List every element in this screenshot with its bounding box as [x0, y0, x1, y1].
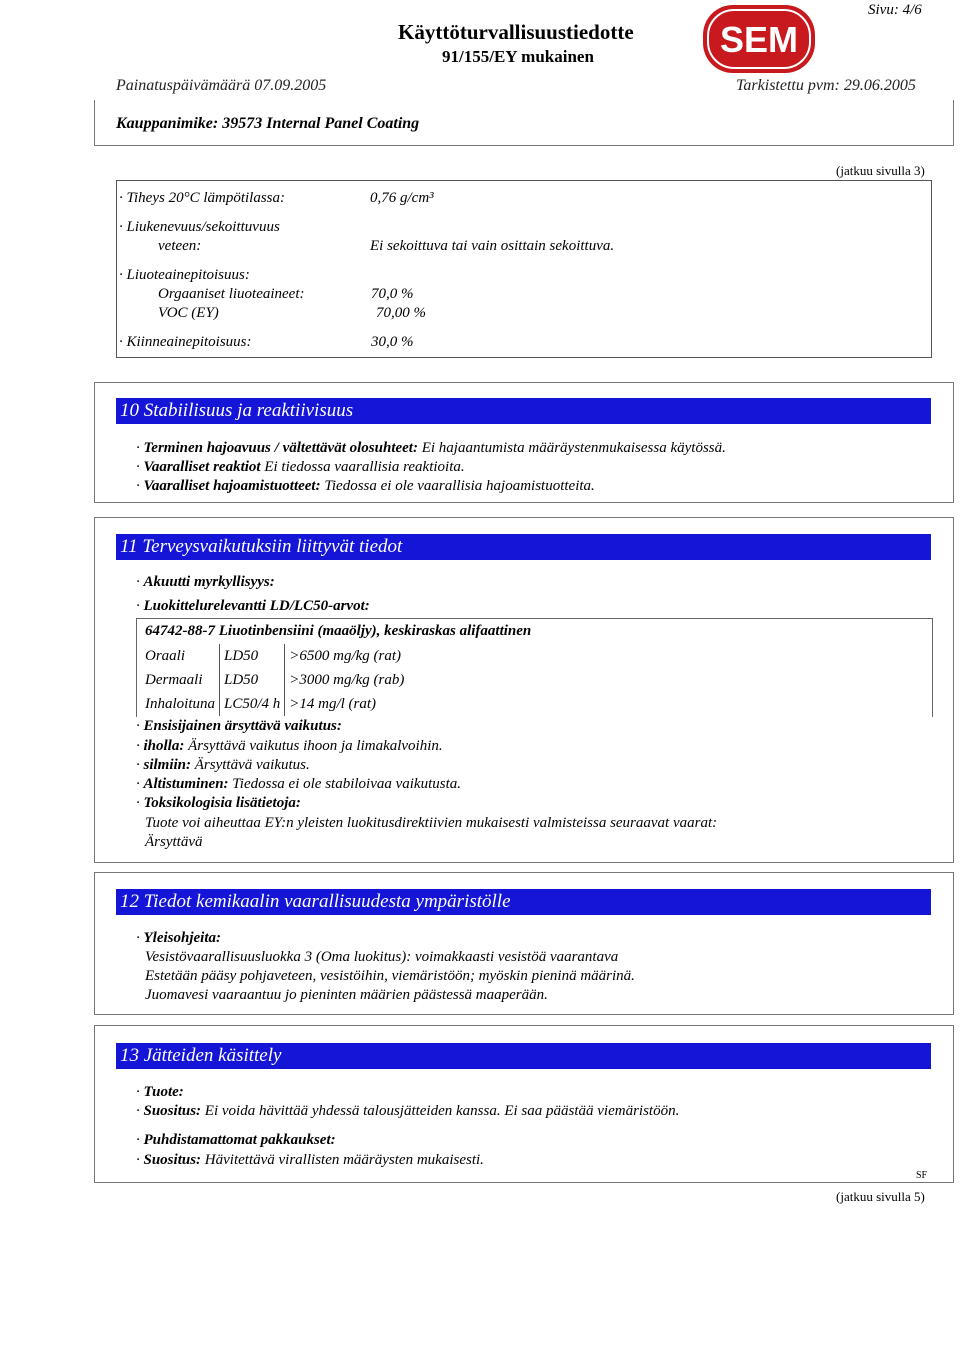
density-label: · Tiheys 20°C lämpötilassa: [119, 190, 286, 206]
type-cell: LD50 [220, 668, 285, 692]
solids-value: 30,0 % [371, 334, 414, 350]
organic-label: Orgaaniset liuoteaineet: [158, 286, 305, 302]
thermal-value: Ei hajaantumista määräystenmukaisessa käytössä. [421, 440, 726, 456]
general-line: · Yleisohjeita: [136, 930, 221, 946]
table-row [141, 644, 408, 668]
eye-value: Ärsyttävä vaikutus. [194, 757, 310, 773]
toxicity-table-box [136, 618, 933, 717]
section-11-heading: 11 Terveysvaikutuksiin liittyvät tiedot [116, 534, 931, 560]
value-cell: >6500 mg/kg (rat) [289, 647, 402, 664]
route-cell: Dermaali [141, 668, 220, 692]
primary-label: Ensisijainen ärsyttävä vaikutus: [143, 718, 342, 734]
continued-to: (jatkuu sivulla 5) [836, 1189, 925, 1204]
reactions-label: Vaaralliset reaktiot [143, 459, 261, 475]
value-cell: >3000 mg/kg (rab) [289, 671, 405, 688]
substance-name: 64742-88-7 Liuotinbensiini (maaöljy), keskiraskas alifaattinen [145, 623, 532, 639]
rec1-label: Suositus: [143, 1103, 202, 1119]
decomposition-line: · Vaaralliset hajoamistuotteet: Tiedossa ei ole vaarallisia hajoamistuotteita. [136, 478, 595, 494]
eye-line: · silmiin: Ärsyttävä vaikutus. [136, 757, 310, 773]
acute-label: Akuutti myrkyllisyys: [143, 574, 275, 590]
skin-label: iholla: [143, 738, 185, 754]
packaging-label: Puhdistamattomat pakkaukset: [143, 1132, 336, 1148]
thermal-label: Terminen hajoavuus / vältettävät olosuhteet: [143, 440, 418, 456]
tox-line: · Toksikologisia lisätietoja: [136, 795, 301, 811]
thermal-line: · Terminen hajoavuus / vältettävät olosuhteet: Ei hajaantumista määräystenmukaisessa käytössä. [136, 440, 726, 456]
rec1-line: · Suositus: Ei voida hävittää yhdessä talousjätteiden kanssa. Ei saa päästää viemäristöön. [136, 1103, 680, 1119]
exposure-value: Tiedossa ei ole stabiloivaa vaikutusta. [232, 776, 462, 792]
section-10-heading: 10 Stabiilisuus ja reaktiivisuus [116, 398, 931, 424]
table-row [141, 692, 408, 716]
product-label: Tuote: [143, 1084, 184, 1100]
value-cell: >14 mg/l (rat) [289, 695, 377, 712]
checked-date: Tarkistettu pvm: 29.06.2005 [736, 77, 916, 94]
footer-code: SF [916, 1170, 928, 1181]
tox-text-1: Tuote voi aiheuttaa EY:n yleisten luokitusdirektiivien mukaisesti valmisteissa seuraavat vaarat: [145, 815, 718, 831]
section-9-box [116, 180, 932, 358]
eye-label: silmiin: [143, 757, 192, 773]
exposure-line: · Altistuminen: Tiedossa ei ole stabiloivaa vaikutusta. [136, 776, 462, 792]
skin-value: Ärsyttävä vaikutus ihoon ja limakalvoihin. [188, 738, 443, 754]
ld-label: Luokittelurelevantti LD/LC50-arvot: [143, 598, 370, 614]
section-13-heading: 13 Jätteiden käsittely [116, 1043, 931, 1069]
solubility-label-1: · Liukenevuus/sekoittuvuus [119, 219, 280, 235]
product-name: Kauppanimike: 39573 Internal Panel Coating [116, 115, 420, 132]
sem-logo [702, 4, 816, 74]
general-label: Yleisohjeita: [143, 930, 221, 946]
reactions-line: · Vaaralliset reaktiot Ei tiedossa vaarallisia reaktioita. [136, 459, 465, 475]
skin-line: · iholla: Ärsyttävä vaikutus ihoon ja limakalvoihin. [136, 738, 443, 754]
tox-label: Toksikologisia lisätietoja: [143, 795, 301, 811]
rec2-line: · Suositus: Hävitettävä virallisten määräysten mukaisesti. [136, 1152, 484, 1168]
reactions-value: Ei tiedossa vaarallisia reaktioita. [264, 459, 465, 475]
continued-from: (jatkuu sivulla 3) [836, 163, 925, 178]
env-text-1: Vesistövaarallisuusluokka 3 (Oma luokitus): voimakkaasti vesistöä vaarantava [145, 949, 619, 965]
section-12-heading: 12 Tiedot kemikaalin vaarallisuudesta ympäristölle [116, 889, 931, 915]
organic-value: 70,0 % [371, 286, 414, 302]
solubility-value: Ei sekoittuva tai vain osittain sekoittuva. [370, 238, 615, 254]
type-cell: LC50/4 h [220, 692, 285, 716]
exposure-label: Altistuminen: [143, 776, 229, 792]
print-date: Painatuspäivämäärä 07.09.2005 [116, 77, 327, 94]
rec2-label: Suositus: [143, 1152, 202, 1168]
acute-line: · Akuutti myrkyllisyys: [136, 574, 275, 590]
solids-label: · Kiinneainepitoisuus: [119, 334, 252, 350]
product-line: · Tuote: [136, 1084, 184, 1100]
tox-text-2: Ärsyttävä [145, 834, 203, 850]
env-text-2: Estetään pääsy pohjaveteen, vesistöihin, viemäristöön; myöskin pieninä määrinä. [145, 968, 635, 984]
voc-value: 70,00 % [376, 305, 426, 321]
rec2-value: Hävitettävä virallisten määräysten mukaisesti. [204, 1152, 484, 1168]
toxicity-table [141, 644, 408, 716]
solvent-label: · Liuoteainepitoisuus: [119, 267, 250, 283]
decomposition-value: Tiedossa ei ole vaarallisia hajoamistuotteita. [324, 478, 595, 494]
packaging-line: · Puhdistamattomat pakkaukset: [136, 1132, 336, 1148]
rec1-value: Ei voida hävittää yhdessä talousjätteiden kanssa. Ei saa päästää viemäristöön. [204, 1103, 680, 1119]
table-row [141, 668, 408, 692]
route-cell: Inhaloituna [141, 692, 220, 716]
density-value: 0,76 g/cm³ [370, 190, 434, 206]
env-text-3: Juomavesi vaaraantuu jo pieninten määrien päästessä maaperään. [145, 987, 548, 1003]
product-name-box [94, 100, 954, 146]
voc-label: VOC (EY) [158, 305, 219, 321]
route-cell: Oraali [141, 644, 220, 668]
primary-line: · Ensisijainen ärsyttävä vaikutus: [136, 718, 342, 734]
page-number: Sivu: 4/6 [868, 2, 922, 18]
decomposition-label: Vaaralliset hajoamistuotteet: [143, 478, 321, 494]
ld-line: · Luokittelurelevantti LD/LC50-arvot: [136, 598, 370, 614]
solubility-label-2: veteen: [158, 238, 202, 254]
logo-text: SEM [719, 19, 799, 60]
document-title: Käyttöturvallisuustiedotte [398, 20, 634, 44]
document-subtitle: 91/155/EY mukainen [442, 47, 594, 66]
type-cell: LD50 [220, 644, 285, 668]
